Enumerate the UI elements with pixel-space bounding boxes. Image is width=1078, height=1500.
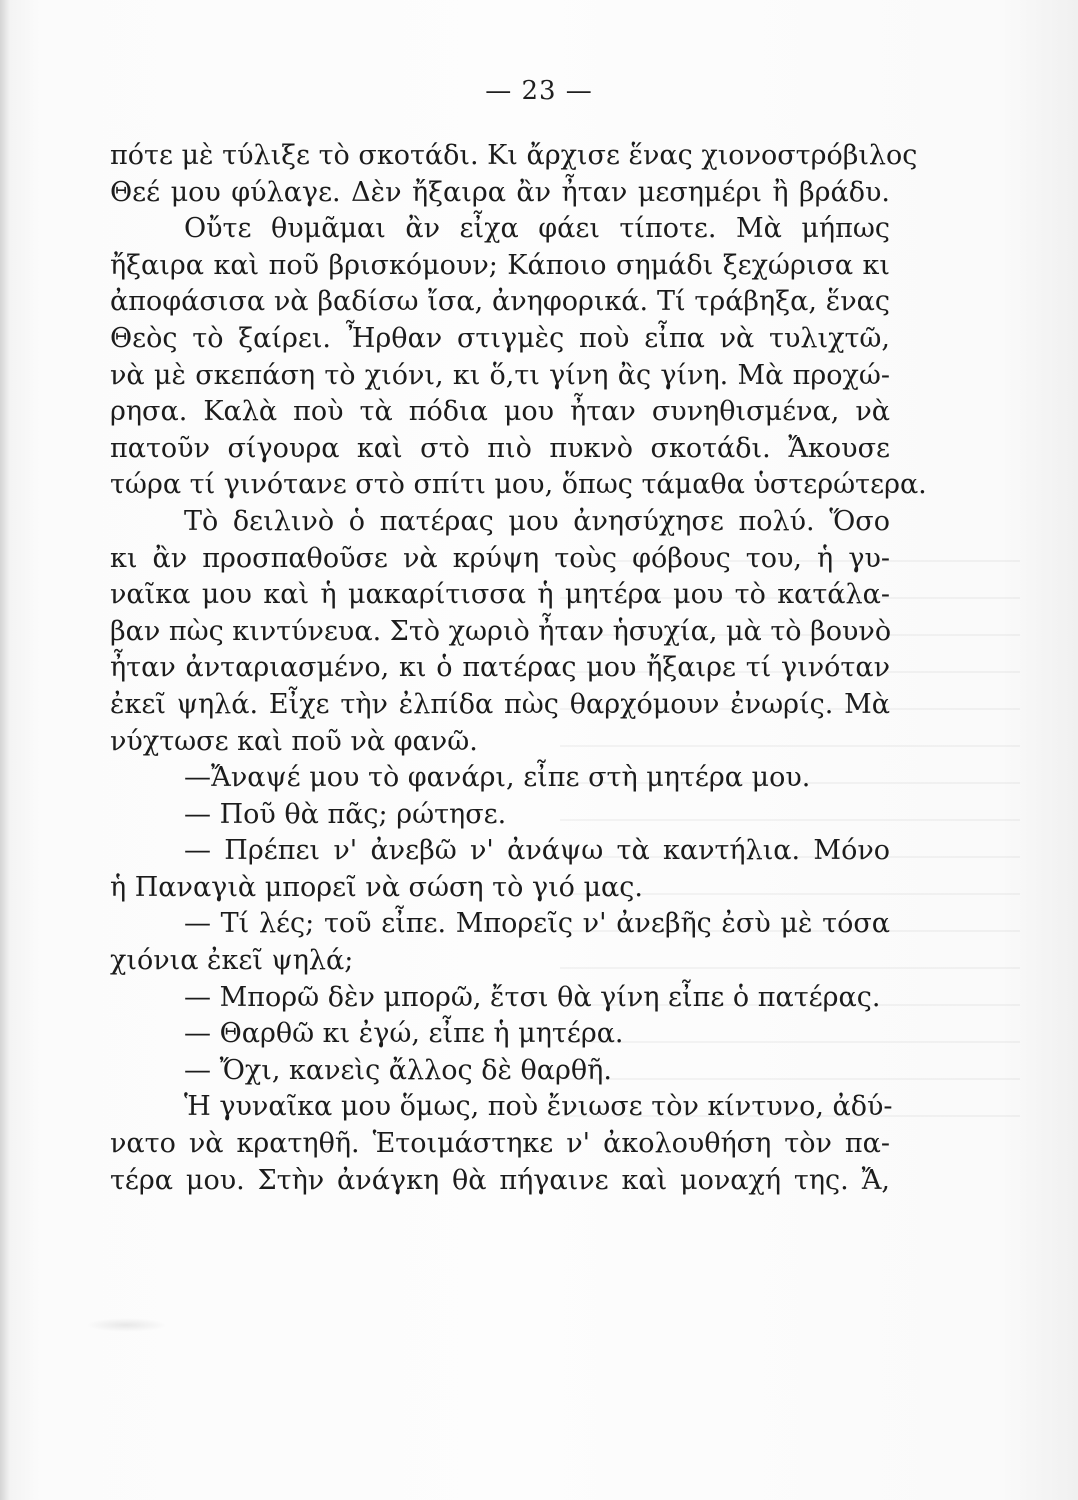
- text-line: Θεέ μου φύλαγε. Δὲν ἤξαιρα ἂν ἦταν μεσημέρι ἢ βράδυ.: [110, 176, 890, 208]
- page-number: — 23 —: [485, 76, 593, 106]
- ink-smudge: [86, 1318, 166, 1332]
- text-line: νὰ μὲ σκεπάση τὸ χιόνι, κι ὅ,τι γίνη ἂς γίνη. Μὰ προχώ-: [110, 359, 890, 391]
- text-line: Τὸ δειλινὸ ὁ πατέρας μου ἀνησύχησε πολύ. Ὅσο: [184, 505, 890, 537]
- text-line: ἦταν ἀνταριασμένο, κι ὁ πατέρας μου ἤξαιρε τί γινόταν: [110, 652, 890, 684]
- text-line: βαν πὼς κιντύνευα. Στὸ χωριὸ ἦταν ἡσυχία, μὰ τὸ βουνὸ: [110, 615, 892, 647]
- text-line: νατο νὰ κρατηθῆ. Ἑτοιμάστηκε ν' ἀκολουθήση τὸν πα-: [110, 1128, 890, 1160]
- text-line: — Μπορῶ δὲν μπορῶ, ἔτσι θὰ γίνη εἶπε ὁ πατέρας.: [184, 981, 881, 1013]
- text-line: —Ἄναψέ μου τὸ φανάρι, εἶπε στὴ μητέρα μου.: [184, 762, 811, 794]
- text-line: — Τί λές; τοῦ εἶπε. Μπορεῖς ν' ἀνεβῆς ἐσὺ μὲ τόσα: [184, 908, 890, 940]
- text-line: ρησα. Καλὰ ποὺ τὰ πόδια μου ἦταν συνηθισμένα, νὰ: [110, 396, 890, 428]
- text-line: — Ὄχι, κανεὶς ἄλλος δὲ θαρθῆ.: [184, 1054, 612, 1086]
- body-text: [110, 138, 927, 1199]
- text-line: πότε μὲ τύλιξε τὸ σκοτάδι. Κι ἄρχισε ἕνας χιονοστρόβιλος: [110, 140, 918, 171]
- text-line: χιόνια ἐκεῖ ψηλά;: [110, 945, 354, 977]
- text-line: Ἡ γυναῖκα μου ὅμως, ποὺ ἔνιωσε τὸν κίντυνο, ἀδύ-: [184, 1091, 893, 1123]
- text-line: νύχτωσε καὶ ποῦ νὰ φανῶ.: [110, 725, 478, 757]
- text-line: ἤξαιρα καὶ ποῦ βρισκόμουν; Κάποιο σημάδι ξεχώρισα κι: [110, 249, 890, 281]
- text-line: τώρα τί γινότανε στὸ σπίτι μου, ὅπως τάμαθα ὑστερώτερα.: [110, 469, 927, 501]
- text-line: ἐκεῖ ψηλά. Εἶχε τὴν ἐλπίδα πὼς θαρχόμουν ἐνωρίς. Μὰ: [110, 688, 890, 720]
- text-line: τέρα μου. Στὴν ἀνάγκη θὰ πήγαινε καὶ μοναχή της. Ἄ,: [110, 1164, 890, 1196]
- text-line: — Θαρθῶ κι ἐγώ, εἶπε ἡ μητέρα.: [184, 1018, 624, 1050]
- text-line: ἀποφάσισα νὰ βαδίσω ἴσα, ἀνηφορικά. Τί τράβηξα, ἕνας: [110, 286, 890, 318]
- text-line: ναῖκα μου καὶ ἡ μακαρίτισσα ἡ μητέρα μου τὸ κατάλα-: [110, 579, 890, 611]
- text-line: Θεὸς τὸ ξαίρει. Ἦρθαν στιγμὲς ποὺ εἶπα νὰ τυλιχτῶ,: [110, 322, 890, 354]
- text-line: ἡ Παναγιὰ μπορεῖ νὰ σώση τὸ γιό μας.: [110, 871, 643, 903]
- text-line: κι ἂν προσπαθοῦσε νὰ κρύψη τοὺς φόβους του, ἡ γυ-: [110, 542, 890, 574]
- text-line: πατοῦν σίγουρα καὶ στὸ πιὸ πυκνὸ σκοτάδι. Ἄκουσε: [110, 432, 890, 464]
- text-line: Οὔτε θυμᾶμαι ἂν εἶχα φάει τίποτε. Μὰ μήπως: [184, 213, 890, 245]
- text-line: — Ποῦ θὰ πᾶς; ρώτησε.: [184, 798, 507, 830]
- text-line: — Πρέπει ν' ἀνεβῶ ν' ἀνάψω τὰ καντήλια. Μόνο: [184, 835, 890, 867]
